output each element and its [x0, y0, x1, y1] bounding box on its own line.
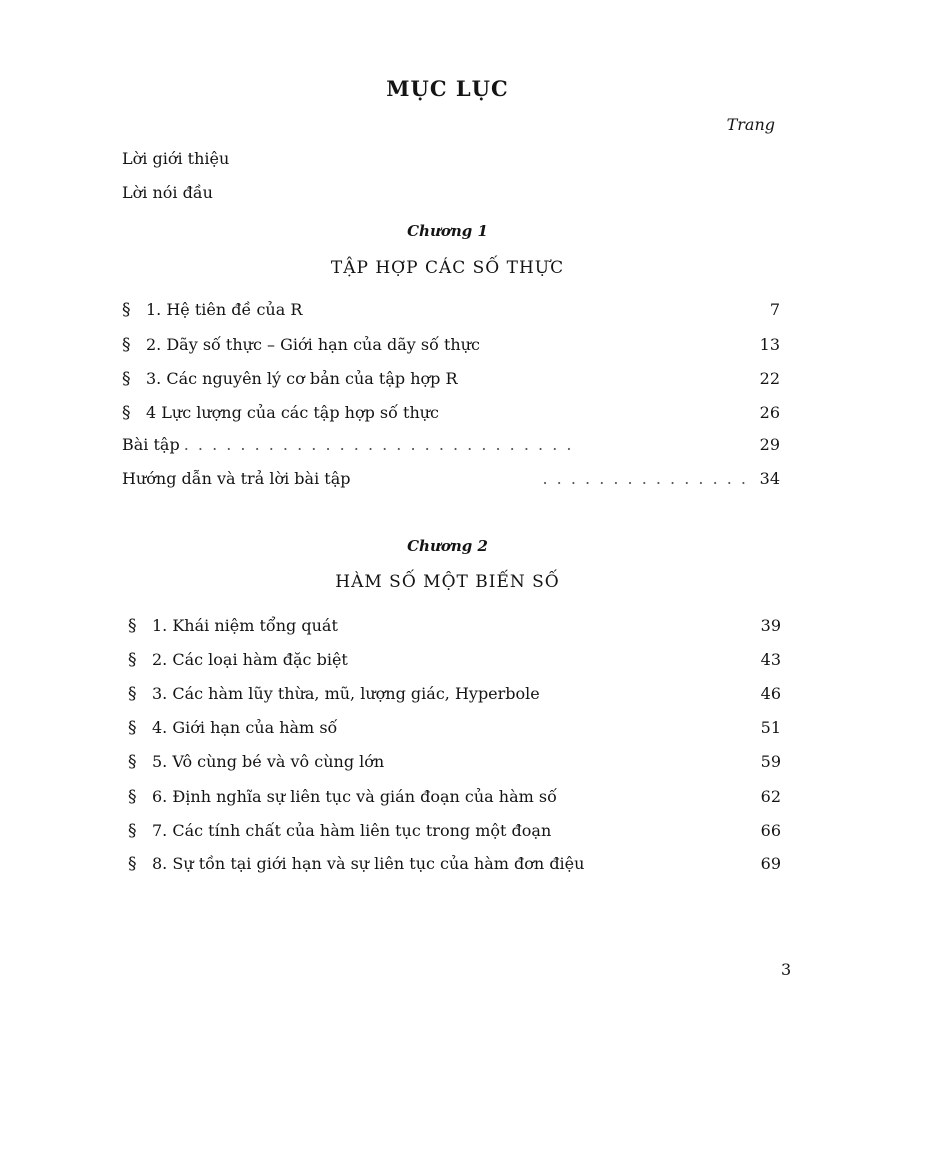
section-symbol: § — [128, 718, 137, 738]
section-symbol: § — [128, 752, 137, 772]
entry-page: 29 — [759, 435, 780, 454]
entry-page: 62 — [760, 787, 781, 806]
section-symbol: § — [128, 684, 137, 704]
toc-entry — [122, 467, 780, 491]
entry-page: 13 — [759, 335, 780, 354]
page-column-label: Trang — [726, 115, 775, 134]
toc-entry — [128, 716, 781, 740]
chapter-title: HÀM SỐ MỘT BIẾN SỐ — [335, 572, 560, 592]
entry-title: 4. Giới hạn của hàm số — [152, 718, 338, 737]
toc-entry — [122, 433, 780, 457]
front-matter-item: Lời nói đầu — [122, 183, 213, 202]
section-symbol: § — [128, 821, 137, 841]
page-number: 3 — [781, 960, 792, 979]
entry-title: 6. Định nghĩa sự liên tục và gián đoạn của hàm số — [152, 787, 557, 806]
section-symbol: § — [128, 650, 137, 670]
toc-entry — [122, 367, 780, 391]
dot-leader: . . . . . . . . . . . . . . . — [542, 469, 748, 488]
entry-title: 7. Các tính chất của hàm liên tục trong một đoạn — [152, 821, 552, 840]
entry-title: 4 Lực lượng của các tập hợp số thực — [146, 403, 440, 422]
entry-page: 51 — [760, 718, 781, 737]
entry-title: Bài tập — [122, 435, 180, 454]
toc-entry — [122, 298, 780, 322]
entry-title: 5. Vô cùng bé và vô cùng lớn — [152, 752, 385, 771]
entry-page: 43 — [760, 650, 781, 669]
chapter-title: TẬP HỢP CÁC SỐ THỰC — [330, 258, 565, 278]
section-symbol: § — [122, 335, 131, 355]
toc-entry — [122, 401, 780, 425]
toc-entry — [128, 852, 781, 876]
toc-entry — [128, 648, 781, 672]
chapter-label: Chương 1 — [407, 222, 488, 240]
entry-page: 39 — [760, 616, 781, 635]
entry-page: 59 — [760, 752, 781, 771]
entry-page: 7 — [769, 300, 780, 319]
toc-entry — [122, 333, 780, 357]
entry-title: 1. Khái niệm tổng quát — [152, 616, 338, 635]
section-symbol: § — [128, 854, 137, 874]
entry-page: 66 — [760, 821, 781, 840]
dot-leader: . . . . . . . . . . . . . . . . . . . . . . . . . . . . — [183, 435, 574, 454]
chapter-label: Chương 2 — [407, 537, 488, 555]
toc-entry — [128, 785, 781, 809]
entry-title: 8. Sự tồn tại giới hạn và sự liên tục của hàm đơn điệu — [152, 854, 585, 873]
toc-entry — [128, 819, 781, 843]
section-symbol: § — [122, 369, 131, 389]
entry-page: 22 — [759, 369, 780, 388]
entry-title: 3. Các nguyên lý cơ bản của tập hợp R — [146, 369, 458, 388]
toc-entry — [128, 750, 781, 774]
entry-page: 46 — [760, 684, 781, 703]
entry-page: 34 — [759, 469, 780, 488]
toc-entry — [128, 682, 781, 706]
entry-page: 69 — [760, 854, 781, 873]
entry-title: 2. Dãy số thực – Giới hạn của dãy số thực — [146, 335, 480, 354]
entry-title: 1. Hệ tiên đề của R — [146, 300, 303, 319]
front-matter-item: Lời giới thiệu — [122, 149, 230, 168]
entry-title: 2. Các loại hàm đặc biệt — [152, 650, 348, 669]
page-title: MỤC LỤC — [386, 76, 509, 101]
entry-title: 3. Các hàm lũy thừa, mũ, lượng giác, Hyperbole — [152, 684, 540, 703]
entry-title: Hướng dẫn và trả lời bài tập — [122, 469, 351, 488]
toc-entry — [128, 614, 781, 638]
section-symbol: § — [128, 787, 137, 807]
entry-page: 26 — [759, 403, 780, 422]
section-symbol: § — [122, 300, 131, 320]
section-symbol: § — [122, 403, 131, 423]
section-symbol: § — [128, 616, 137, 636]
